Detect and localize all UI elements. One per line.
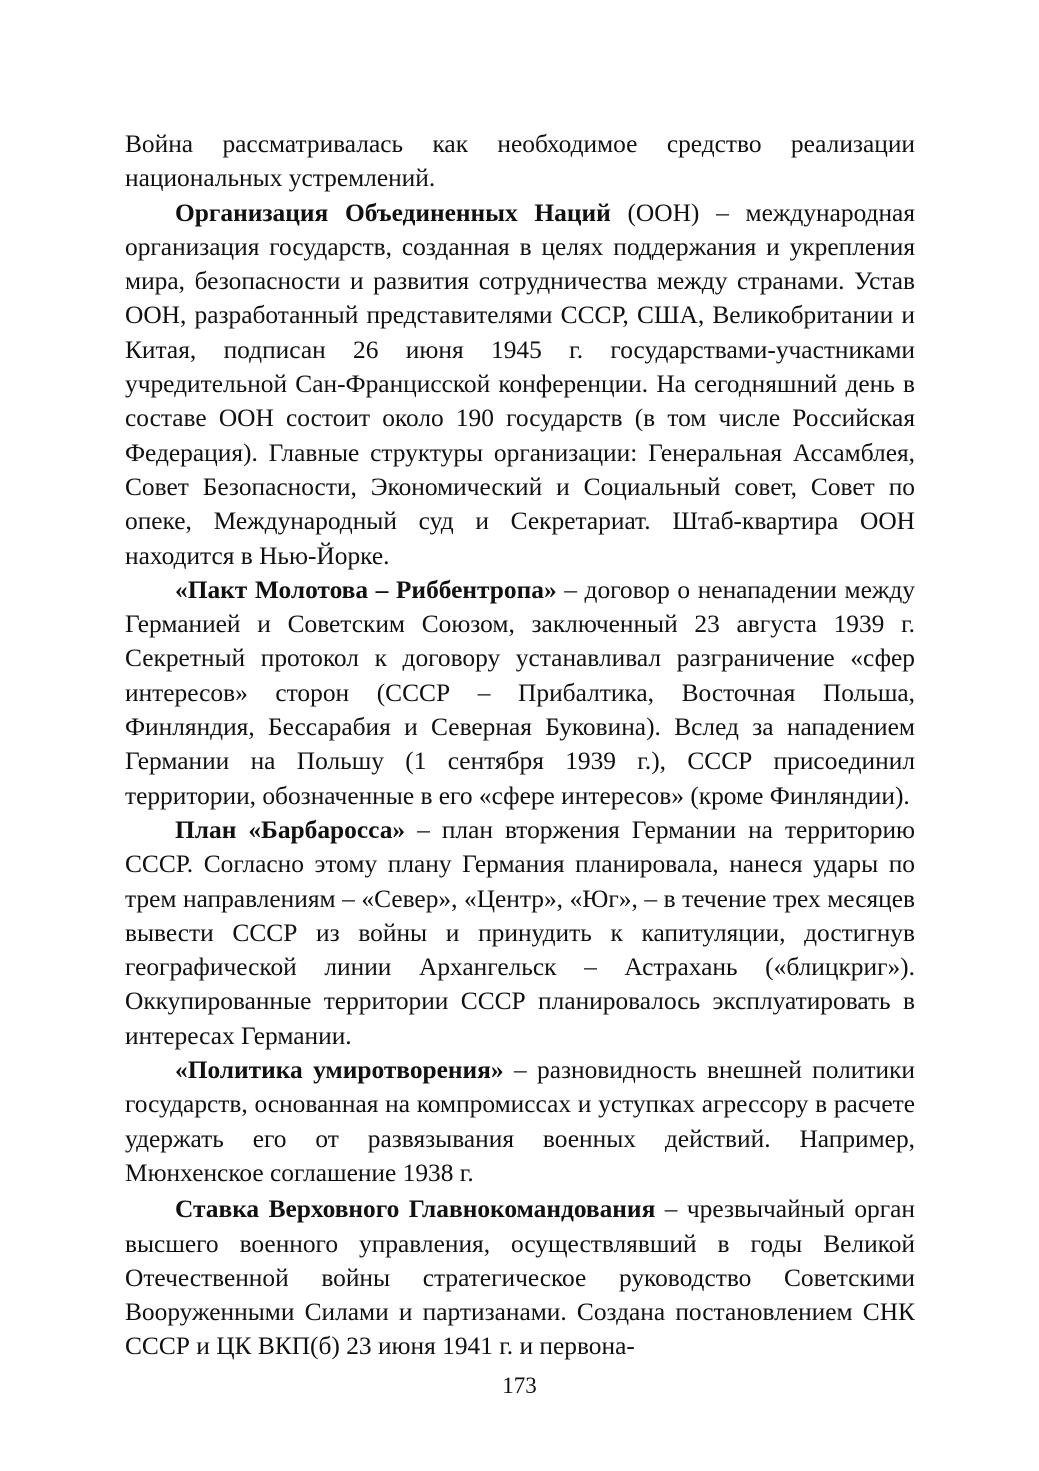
definition-stavka: – чрезвычайный орган высшего военного управления, осуществлявший в годы Великой Отечественной войны стратегическое руководство Советскими Вооруженными Силами и партизанами. Создана постановлением СНК СССР и ЦК ВКП(б) 23 июня 1941 г. и первона- — [125, 1195, 915, 1361]
page-body — [125, 127, 915, 1364]
paragraph-intro — [125, 127, 915, 196]
term-stavka: Ставка Верховного Главнокомандования — [175, 1195, 656, 1224]
paragraph-un — [125, 196, 915, 573]
definition-appeasement: – разновидность внешней политики государств, основанная на компромиссах и уступках агрессору в расчете удержать его от развязывания военных действий. Например, Мюнхенское соглашение 1938 г. — [125, 1056, 915, 1187]
term-molotov-ribbentrop: «Пакт Молотова – Риббентропа» — [175, 575, 557, 604]
term-barbarossa: План «Барбаросса» — [175, 815, 406, 844]
paragraph-barbarossa — [125, 813, 915, 1053]
term-appeasement: «Политика умиротворения» — [175, 1056, 504, 1085]
page-number: 173 — [502, 1373, 537, 1398]
definition-molotov-ribbentrop: – договор о ненападении между Германией и Советским Союзом, заключенный 23 августа 1939 г. Секретный протокол к договору устанавливал разграничение «сфер интересов» сторон (СССР – Прибалтика, Восточная Польша, Финляндия, Бессарабия и Северная Буковина). Вслед за нападением Германии на Польшу (1 сентября 1939 г.), СССР присоединил территории, обозначенные в его «сфере интересов» (кроме Финляндии). — [125, 575, 915, 810]
paragraph-molotov-ribbentrop — [125, 573, 915, 813]
definition-barbarossa: – план вторжения Германии на территорию СССР. Согласно этому плану Германия планировала, нанеся удары по трем направлениям – «Север», «Центр», «Юг», – в течение трех месяцев вывести СССР из войны и принудить к капитуляции, достигнув географической линии Архангельск – Астрахань («блицкриг»). Оккупированные территории СССР планировалось эксплуатировать в интересах Германии. — [125, 815, 915, 1050]
definition-un: (ООН) – международная организация государств, созданная в целях поддержания и укрепления мира, безопасности и развития сотрудничества между странами. Устав ООН, разработанный представителями СССР, США, Великобритании и Китая, подписан 26 июня 1945 г. государствами-участниками учредительной Сан-Францисской конференции. На сегодняшний день в составе ООН состоит около 190 государств (в том числе Российская Федерация). Главные структуры организации: Генеральная Ассамблея, Совет Безопасности, Экономический и Социальный совет, Совет по опеке, Международный суд и Секретариат. Штаб-квартира ООН находится в Нью-Йорке. — [125, 198, 915, 570]
paragraph-stavka — [125, 1192, 915, 1363]
paragraph-appeasement — [125, 1053, 915, 1190]
term-un: Организация Объединенных Наций — [175, 198, 611, 227]
paragraph-text: Война рассматривалась как необходимое средство реализации национальных устремлений. — [125, 130, 915, 193]
